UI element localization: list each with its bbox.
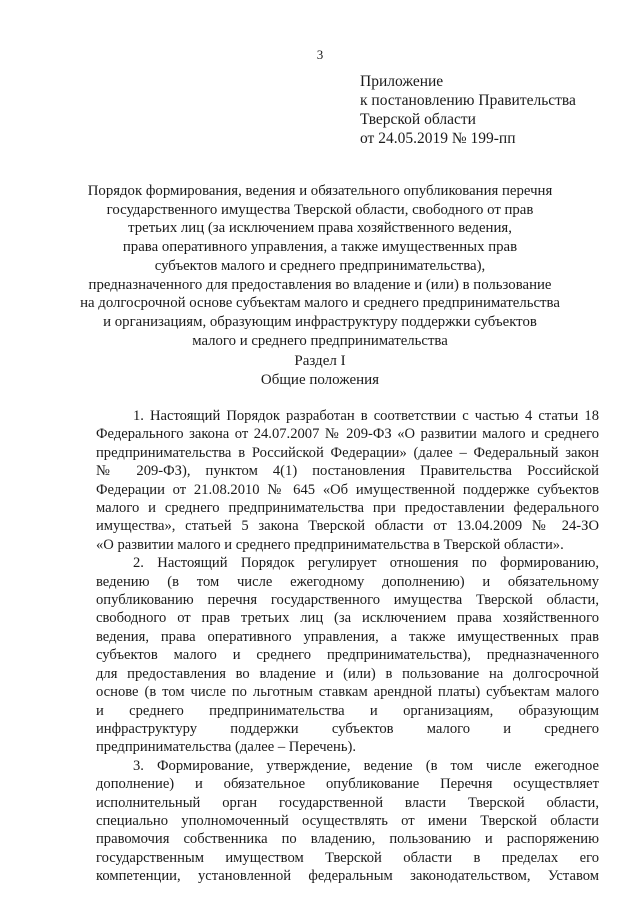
- paragraph-line: ведения, права оперативного управления, а также имущественных прав: [96, 628, 599, 645]
- paragraph-line: имущества», статьей 5 закона Тверской области от 13.04.2009 № 24-ЗО: [96, 518, 599, 535]
- title-line: государственного имущества Тверской области, свободного от прав: [106, 201, 534, 218]
- paragraph-line: государственным имуществом Тверской области в пределах его: [96, 849, 599, 866]
- paragraph-line: Федерального закона от 24.07.2007 № 209-ФЗ «О развитии малого и среднего: [96, 426, 599, 443]
- title-line: предназначенного для предоставления во владение и (или) в пользование: [88, 276, 552, 293]
- appendix-line: Тверской области: [360, 111, 476, 128]
- section-title: Общие положения: [260, 372, 380, 388]
- paragraph-1: [96, 407, 599, 554]
- paragraph-line: «О развитии малого и среднего предпринимательства в Тверской области».: [96, 536, 564, 553]
- paragraph-line: дополнение) и обязательное опубликование Перечня осуществляет: [96, 776, 599, 793]
- document-title: [60, 182, 580, 350]
- title-line: третьих лиц (за исключением права хозяйственного ведения,: [128, 220, 512, 237]
- paragraph-line: для предоставления во владение и (или) в пользование на долгосрочной: [96, 665, 599, 682]
- appendix-line: к постановлению Правительства: [360, 92, 576, 109]
- title-line: и организациям, образующим инфраструктуру поддержки субъектов: [103, 313, 537, 330]
- page-number: 3: [316, 47, 324, 62]
- paragraph-line: Федерации от 21.08.2010 № 645 «Об имущественной поддержке субъектов: [96, 481, 599, 498]
- title-line: права оперативного управления, а также имущественных прав: [122, 239, 518, 256]
- paragraph-line: и среднего предпринимательства и организациям, образующим: [96, 702, 599, 719]
- paragraph-line: 2. Настоящий Порядок регулирует отношения по формированию,: [133, 555, 599, 572]
- document-body: [96, 407, 599, 886]
- paragraph-line: исполнительный орган государственной власти Тверской области,: [96, 794, 599, 811]
- paragraph-2: [96, 554, 599, 756]
- title-line: малого и среднего предпринимательства: [192, 332, 448, 349]
- paragraph-3: [96, 757, 599, 886]
- paragraph-line: предпринимательства (далее – Перечень).: [96, 739, 357, 756]
- paragraph-line: инфраструктуру поддержки субъектов малого и среднего: [96, 720, 599, 737]
- paragraph-line: малого и среднего предпринимательства при предоставлении федерального: [96, 500, 599, 517]
- paragraph-line: правомочия собственника по владению, пользованию и распоряжению: [96, 831, 599, 848]
- appendix-block: [360, 72, 576, 148]
- paragraph-line: свободного от прав третьих лиц (за исключением права хозяйственного: [96, 610, 599, 627]
- paragraph-line: ведению (в том числе ежегодному дополнению) и обязательному: [96, 573, 599, 590]
- title-line: на долгосрочной основе субъектам малого и среднего предпринимательства: [80, 295, 560, 312]
- paragraph-line: № 209-ФЗ), пунктом 4(1) постановления Правительства Российской: [96, 463, 599, 480]
- paragraph-line: субъектов малого и среднего предпринимательства), предназначенного: [96, 647, 599, 664]
- paragraph-line: компетенции, установленной федеральным законодательством, Уставом: [96, 868, 599, 885]
- paragraph-line: опубликованию перечня государственного имущества Тверской области,: [96, 592, 599, 609]
- paragraph-line: специально уполномоченный осуществлять от имени Тверской области: [96, 812, 599, 829]
- paragraph-line: 1. Настоящий Порядок разработан в соответствии с частью 4 статьи 18: [133, 408, 599, 424]
- paragraph-line: предпринимательства в Российской Федерации» (далее – Федеральный закон: [96, 444, 599, 461]
- section-label: Раздел I: [294, 353, 346, 369]
- title-line: Порядок формирования, ведения и обязательного опубликования перечня: [87, 183, 553, 199]
- paragraph-line: 3. Формирование, утверждение, ведение (в том числе ежегодное: [133, 757, 599, 774]
- title-line: субъектов малого и среднего предпринимательства),: [154, 257, 486, 274]
- appendix-line: от 24.05.2019 № 199-пп: [360, 130, 516, 147]
- appendix-line: Приложение: [360, 73, 444, 90]
- paragraph-line: основе (в том числе по льготным ставкам арендной платы) субъектам малого: [96, 684, 599, 701]
